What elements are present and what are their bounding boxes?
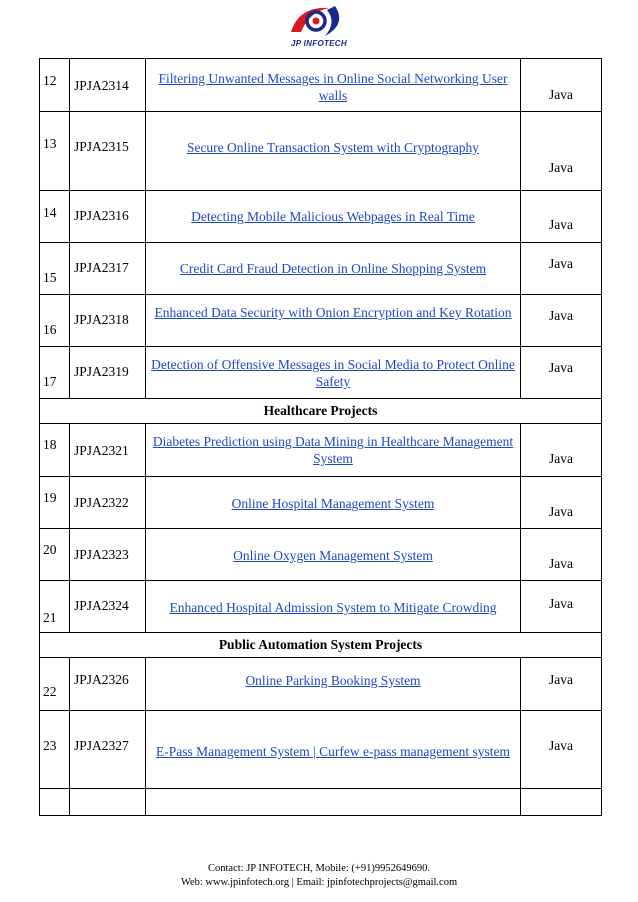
section-row	[40, 399, 602, 424]
project-language: Java	[549, 451, 573, 466]
project-language: Java	[549, 360, 573, 375]
projects-table	[39, 58, 602, 816]
project-code: JPJA2319	[74, 364, 129, 379]
brand-name: JP INFOTECH	[291, 39, 347, 48]
jp-infotech-logo-icon	[285, 2, 351, 40]
project-language: Java	[549, 504, 573, 519]
project-title-link[interactable]: Secure Online Transaction System with Cryptography	[186, 140, 480, 155]
project-title-link[interactable]: Enhanced Hospital Admission System to Mitigate Crowding	[169, 600, 497, 615]
project-code: JPJA2315	[74, 139, 129, 154]
project-code: JPJA2327	[74, 738, 129, 753]
row-number: 12	[43, 73, 57, 88]
project-language: Java	[549, 596, 573, 611]
row-number: 15	[43, 270, 57, 285]
table-row-empty	[40, 789, 602, 816]
project-code: JPJA2326	[74, 672, 129, 687]
table-row	[40, 243, 602, 295]
project-language: Java	[549, 217, 573, 232]
project-language: Java	[549, 87, 573, 102]
project-language: Java	[549, 556, 573, 571]
project-code: JPJA2314	[74, 78, 129, 93]
project-title-link[interactable]: Detection of Offensive Messages in Social Media to Protect Online Safety	[151, 357, 515, 389]
row-number: 13	[43, 136, 57, 151]
row-number: 18	[43, 437, 57, 452]
project-title-link[interactable]: E-Pass Management System | Curfew e-pass management system	[156, 744, 510, 759]
footer-web-email: Web: www.jpinfotech.org | Email: jpinfotechprojects@gmail.com	[180, 877, 458, 888]
table-row	[40, 711, 602, 789]
project-language: Java	[549, 672, 573, 687]
row-number: 17	[43, 374, 57, 389]
row-number: 20	[43, 542, 57, 557]
table-row	[40, 477, 602, 529]
table-row	[40, 658, 602, 711]
project-code: JPJA2318	[74, 312, 129, 327]
row-number: 21	[43, 610, 57, 625]
project-title-link[interactable]: Online Oxygen Management System	[233, 548, 433, 563]
section-row	[40, 633, 602, 658]
footer	[0, 862, 638, 890]
project-title-link[interactable]: Filtering Unwanted Messages in Online Social Networking User walls	[158, 71, 508, 103]
project-code: JPJA2317	[74, 260, 129, 275]
project-language: Java	[549, 160, 573, 175]
row-number: 19	[43, 490, 57, 505]
section-heading-healthcare: Healthcare Projects	[40, 399, 602, 424]
table-row	[40, 581, 602, 633]
project-code: JPJA2322	[74, 495, 129, 510]
row-number: 14	[43, 205, 57, 220]
table-row	[40, 529, 602, 581]
project-title-link[interactable]: Online Hospital Management System	[231, 496, 435, 511]
footer-contact: Contact: JP INFOTECH, Mobile: (+91)9952649690.	[208, 863, 430, 874]
project-title-link[interactable]: Credit Card Fraud Detection in Online Shopping System	[179, 261, 487, 276]
row-number: 23	[43, 738, 57, 753]
table-row	[40, 295, 602, 347]
project-code: JPJA2316	[74, 208, 129, 223]
row-number: 16	[43, 322, 57, 337]
row-number: 22	[43, 684, 57, 699]
section-heading-public-automation: Public Automation System Projects	[40, 633, 602, 658]
table-row	[40, 112, 602, 191]
project-title-link[interactable]: Detecting Mobile Malicious Webpages in Real Time	[191, 209, 475, 224]
project-code: JPJA2324	[74, 598, 129, 613]
table-row	[40, 424, 602, 477]
project-title-link[interactable]: Diabetes Prediction using Data Mining in Healthcare Management System	[152, 434, 514, 466]
table-row	[40, 59, 602, 112]
table-row	[40, 191, 602, 243]
project-language: Java	[549, 308, 573, 323]
project-language: Java	[549, 256, 573, 271]
header-logo	[0, 0, 638, 55]
project-code: JPJA2323	[74, 547, 129, 562]
project-title-link[interactable]: Online Parking Booking System	[245, 673, 421, 688]
project-title-link[interactable]: Enhanced Data Security with Onion Encryption and Key Rotation	[154, 305, 512, 320]
project-code: JPJA2321	[74, 443, 129, 458]
project-language: Java	[549, 738, 573, 753]
table-row	[40, 347, 602, 399]
